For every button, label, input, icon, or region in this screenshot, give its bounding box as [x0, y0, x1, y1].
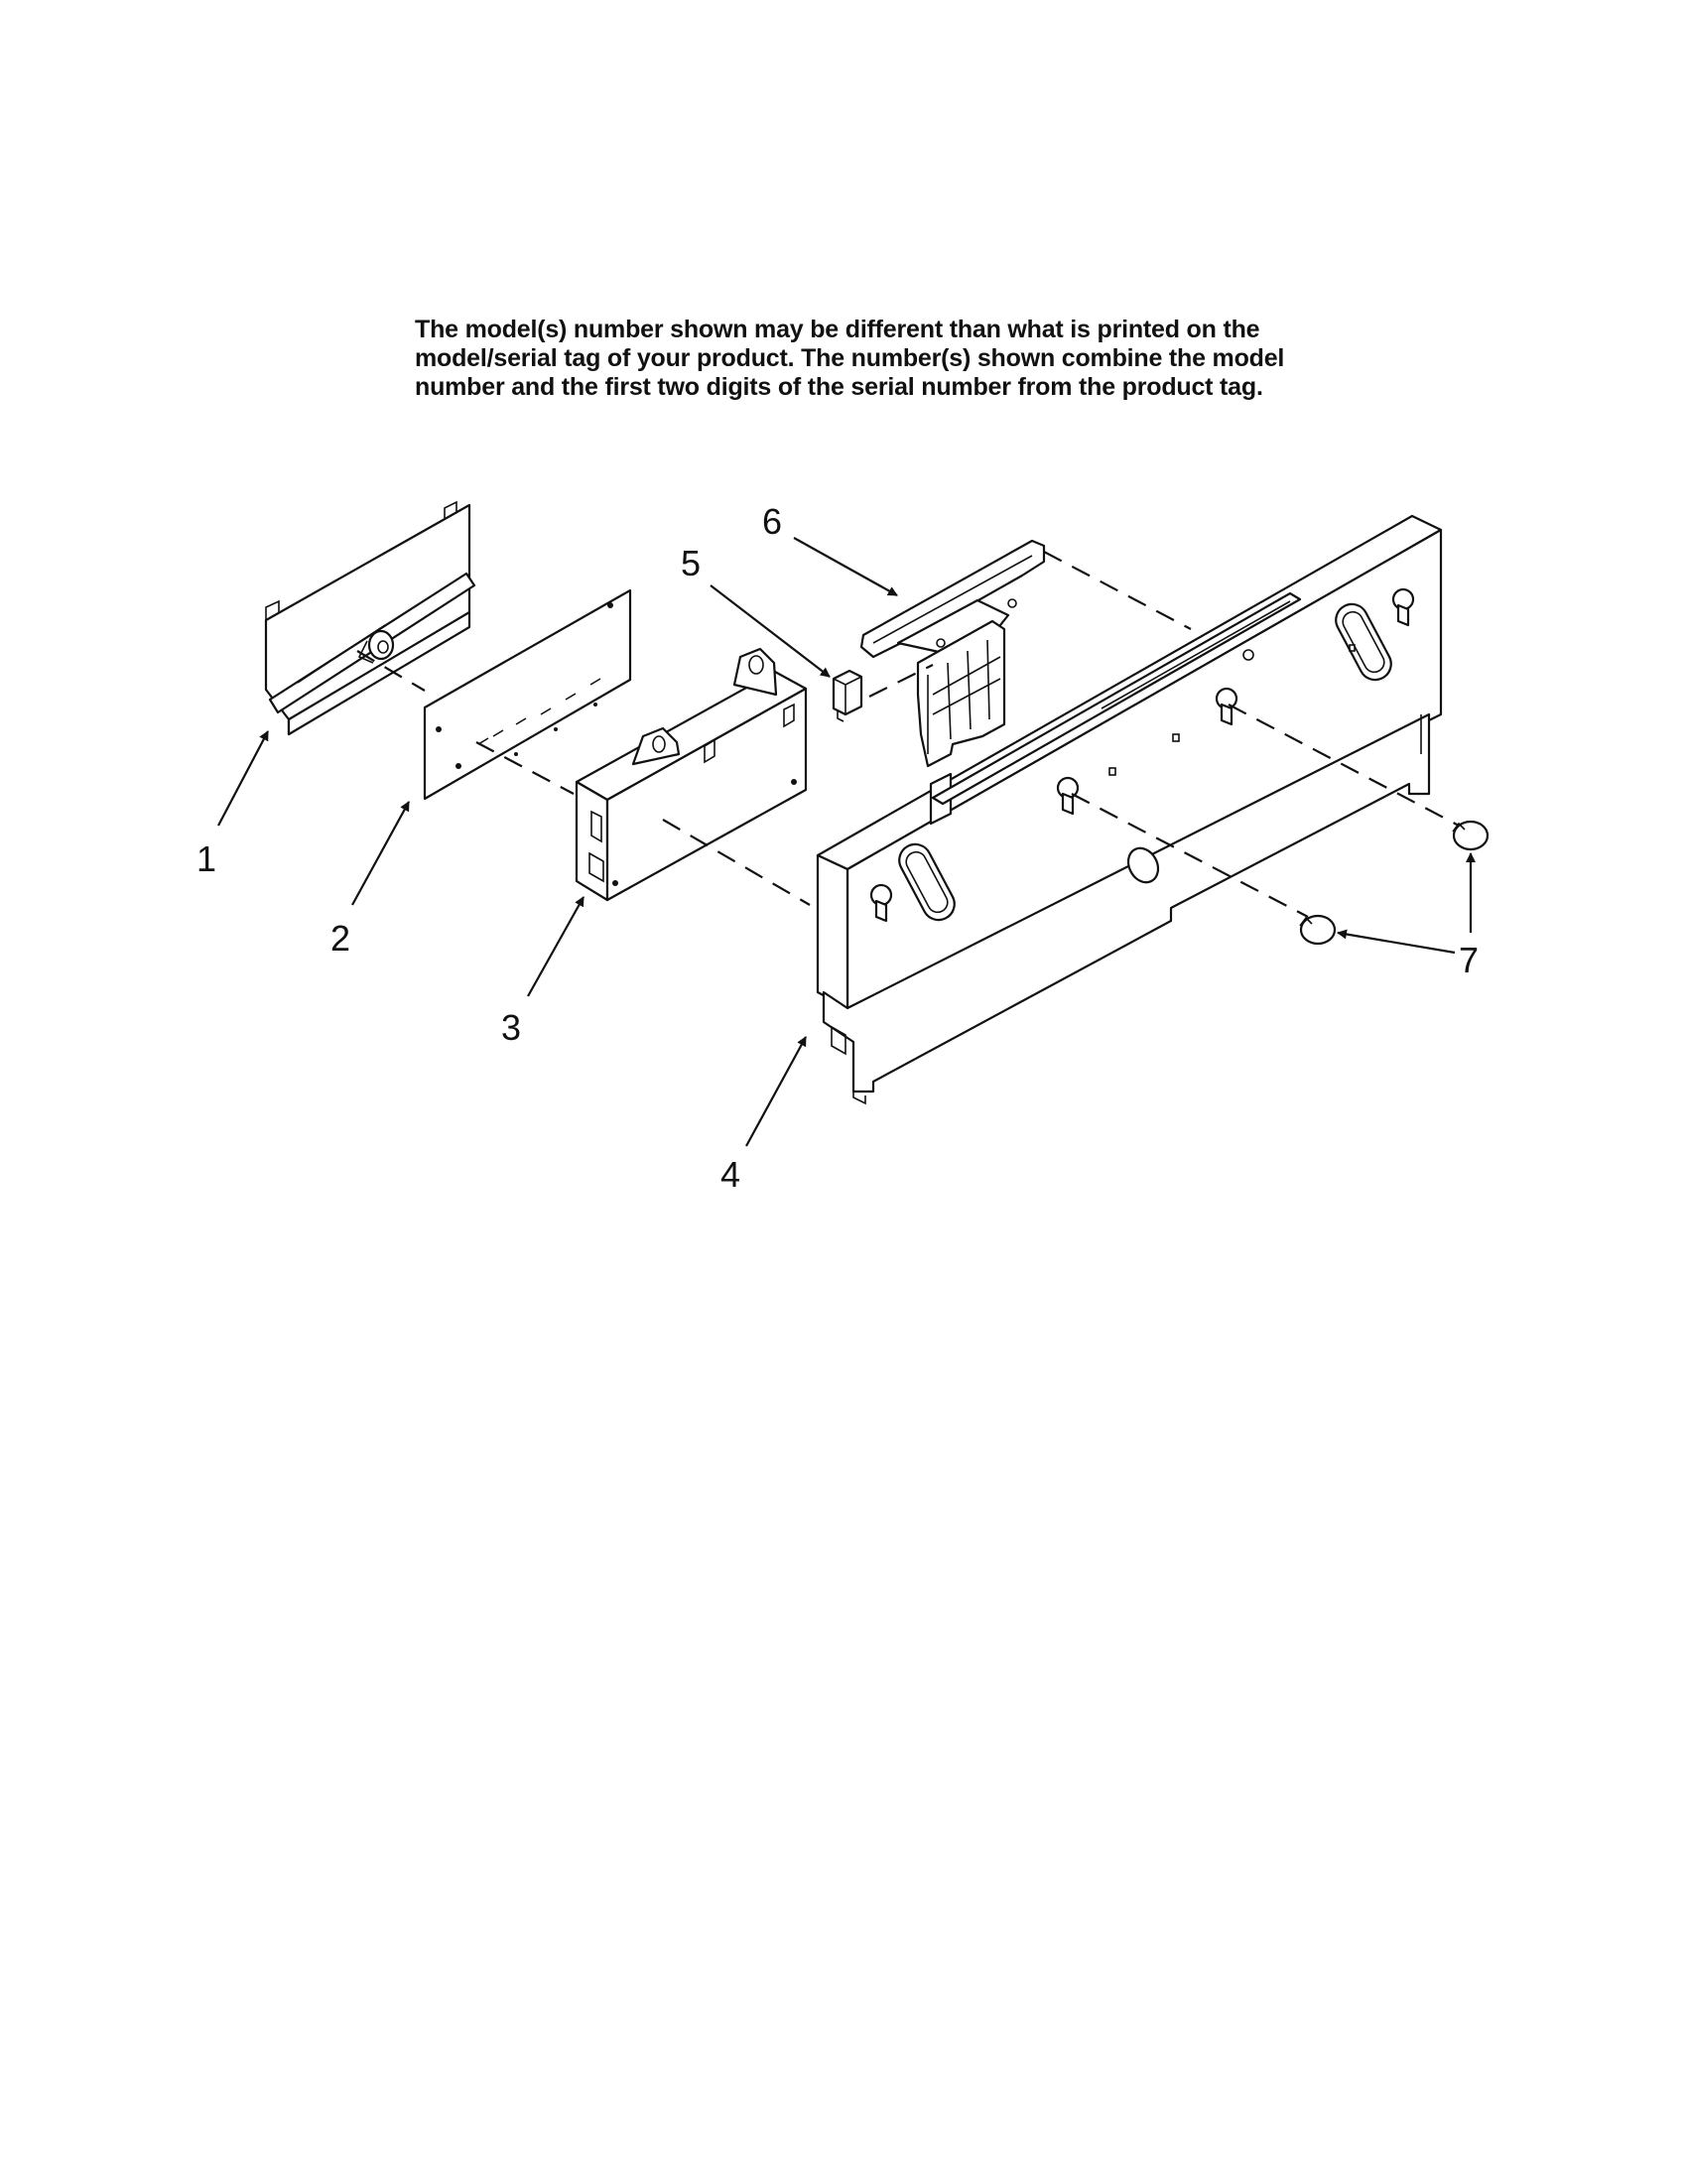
- part-5-switch: [834, 671, 861, 721]
- callout-5: 5: [681, 543, 702, 583]
- callout-4: 4: [720, 1154, 741, 1195]
- leader-2: [352, 802, 409, 905]
- leader-1: [218, 731, 268, 826]
- leader-3: [528, 897, 584, 996]
- callout-6: 6: [762, 501, 783, 542]
- callout-7: 7: [1459, 940, 1480, 980]
- callout-3: 3: [501, 1007, 522, 1048]
- note-line-1: The model(s) number shown may be different than what is printed on the: [415, 316, 1260, 343]
- callout-2: 2: [330, 918, 351, 959]
- part-4-control-panel: [818, 516, 1441, 1103]
- note-line-3: number and the first two digits of the serial number from the product tag.: [415, 373, 1263, 401]
- leader-4: [746, 1037, 806, 1146]
- leader-7-left: [1338, 933, 1455, 953]
- assembly-line-2-3: [476, 742, 574, 794]
- part-6-latch-assembly: [861, 541, 1044, 766]
- leader-6: [794, 538, 897, 595]
- part-7-fastener-left: [1300, 916, 1335, 944]
- assembly-line-6-4: [1044, 552, 1191, 629]
- note-line-2: model/serial tag of your product. The number(s) shown combine the model: [415, 344, 1285, 372]
- callout-1: 1: [196, 838, 217, 879]
